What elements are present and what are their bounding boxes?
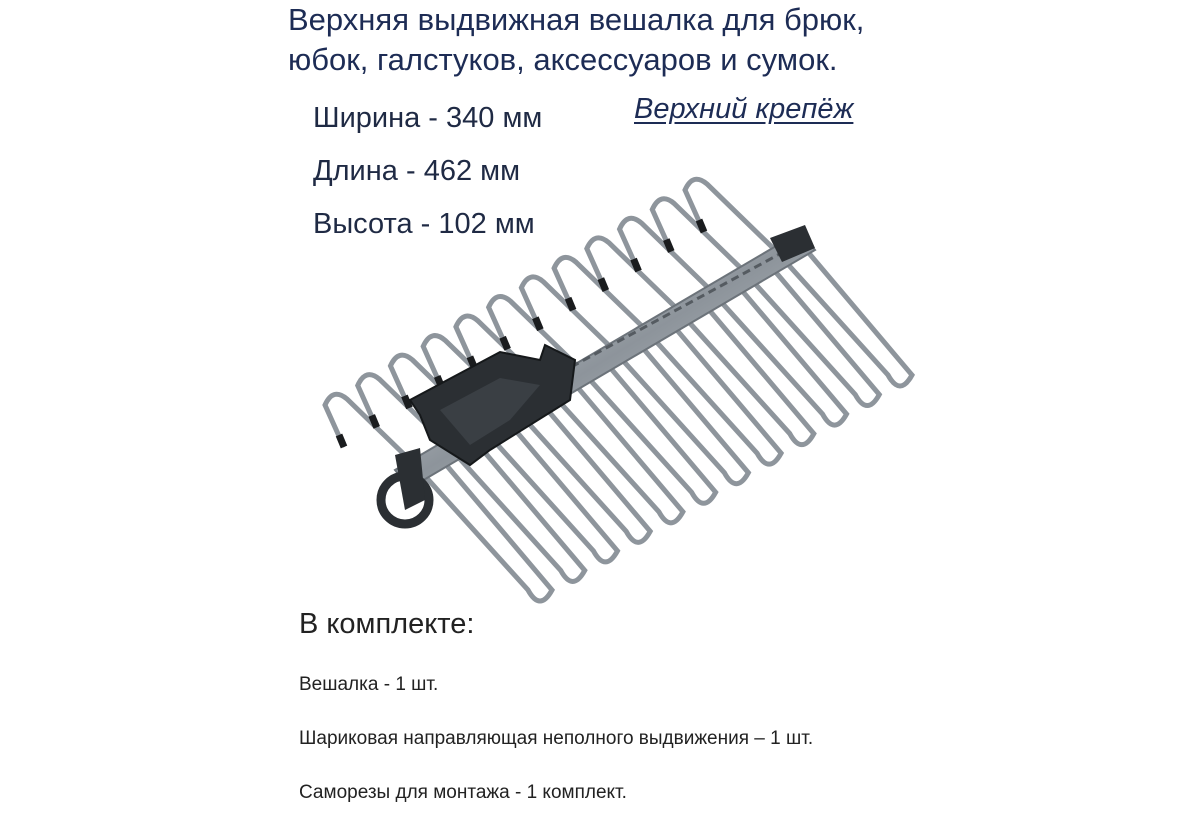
title-line-2: юбок, галстуков, аксессуаров и сумок. — [288, 42, 838, 77]
prong-tip-cap — [503, 337, 508, 349]
mount-type-label: Верхний крепёж — [634, 93, 854, 125]
prong-tip-cap — [666, 240, 671, 252]
prong-tip-cap — [372, 415, 377, 427]
list-item: Вешалка - 1 шт. — [299, 674, 439, 695]
list-item: Саморезы для монтажа - 1 комплект. — [299, 782, 627, 803]
prong-tip-cap — [535, 318, 540, 330]
prong-tip-cap — [339, 435, 344, 447]
prong-tip-cap — [404, 396, 409, 408]
dimension-length: Длина - 462 мм — [313, 155, 521, 187]
kit-heading: В комплекте: — [299, 608, 475, 640]
prong-tip-cap — [601, 279, 606, 291]
prong-tip-cap — [568, 298, 573, 310]
prong-tip-cap — [699, 220, 704, 232]
kit-list — [299, 668, 813, 830]
title-line-1: Верхняя выдвижная вешалка для брюк, — [288, 2, 865, 37]
prong-tip-cap — [634, 259, 639, 271]
dimension-width: Ширина - 340 мм — [313, 102, 543, 134]
list-item: Шариковая направляющая неполного выдвижения – 1 шт. — [299, 728, 814, 749]
dimension-height: Высота - 102 мм — [313, 208, 535, 240]
